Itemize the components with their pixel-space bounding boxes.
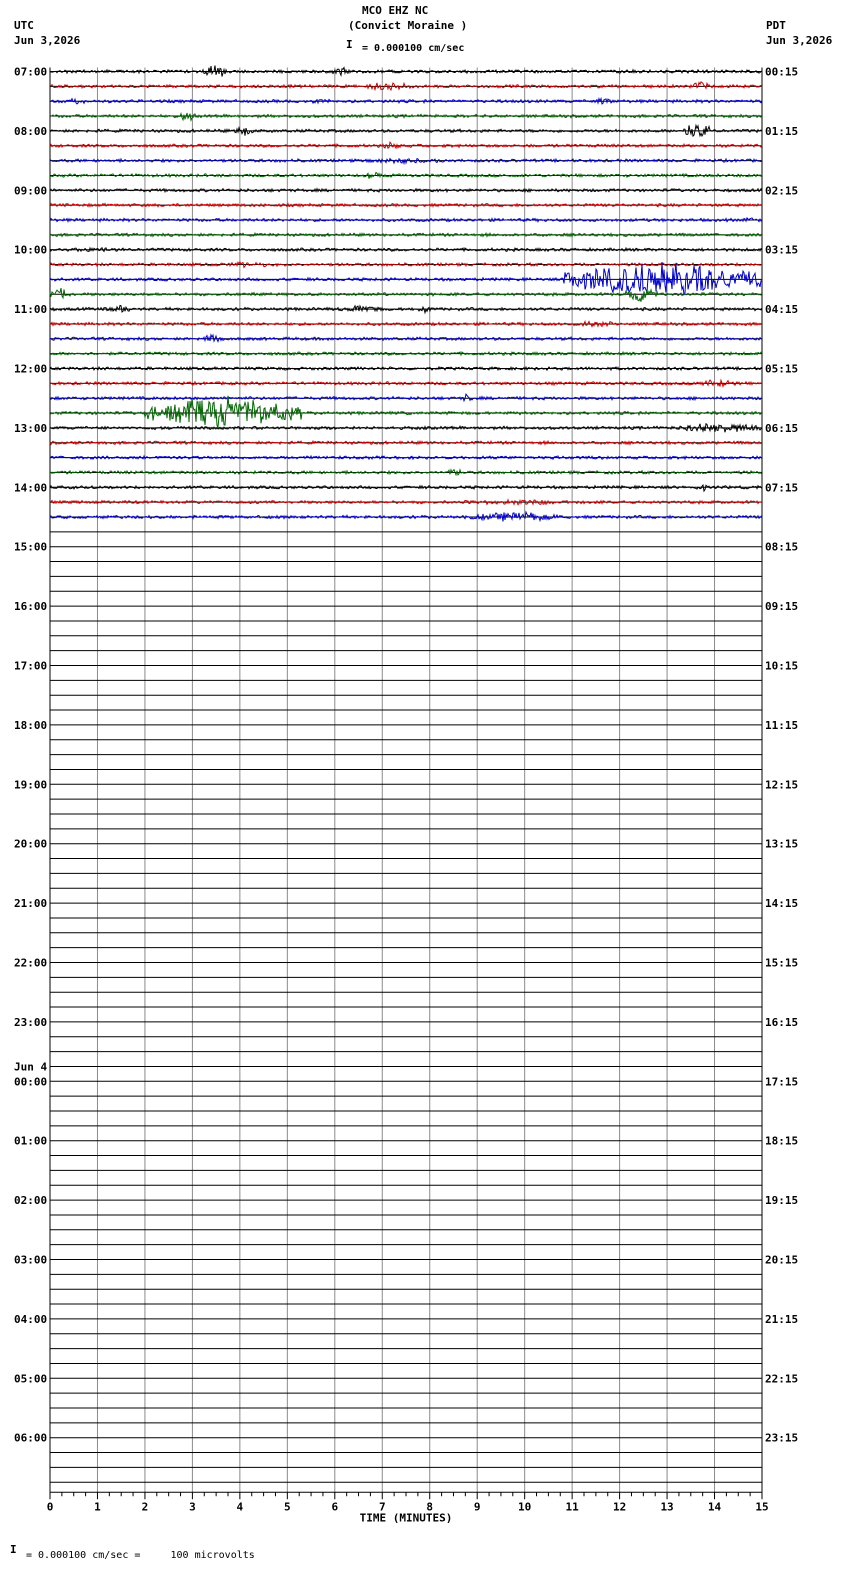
utc-hour-label: 17:00 [14,659,48,673]
utc-hour-label: 23:00 [14,1015,48,1029]
pdt-hour-label: 04:15 [765,303,799,317]
seismic-trace [50,335,762,342]
pdt-hour-label: 13:15 [765,837,799,851]
seismic-trace [50,142,762,148]
utc-hour-label: 08:00 [14,124,48,138]
utc-hour-label: 10:00 [14,243,48,257]
scale-bar-icon: I [346,38,353,51]
x-tick-label: 0 [46,1500,54,1514]
station-location: (Convict Moraine ) [348,19,468,32]
pdt-hour-label: 19:15 [765,1194,799,1208]
utc-hour-label: 03:00 [14,1253,48,1267]
utc-hour-label: 15:00 [14,540,48,554]
x-tick-label: 14 [707,1500,722,1514]
x-tick-label: 15 [755,1500,769,1514]
pdt-hour-label: 16:15 [765,1015,799,1029]
pdt-hour-label: 02:15 [765,184,799,198]
utc-hour-label: 07:00 [14,65,48,79]
pdt-hour-label: 15:15 [765,956,799,970]
utc-hour-label: 12:00 [14,362,48,376]
utc-hour-label: 09:00 [14,184,48,198]
pdt-hour-label: 01:15 [765,124,799,138]
utc-hour-label: 00:00 [14,1075,48,1089]
utc-hour-label: 06:00 [14,1431,48,1445]
utc-hour-label: 13:00 [14,421,48,435]
utc-hour-label: 19:00 [14,778,48,792]
pdt-zone-label: PDT [766,19,786,32]
utc-hour-label: 01:00 [14,1134,48,1148]
utc-hour-label: 16:00 [14,600,48,614]
utc-hour-label: 21:00 [14,897,48,911]
seismic-trace [50,288,762,302]
x-tick-label: 2 [141,1500,149,1514]
x-tick-label: 4 [236,1500,244,1514]
seismic-trace [50,485,762,491]
pdt-hour-label: 17:15 [765,1075,799,1089]
x-tick-label: 8 [426,1500,434,1514]
footer-scale-label: = 0.000100 cm/sec = 100 microvolts [26,1550,255,1561]
scale-label: = 0.000100 cm/sec [362,43,465,54]
pdt-hour-label: 12:15 [765,778,799,792]
pdt-hour-label: 11:15 [765,718,799,732]
utc-hour-label: 05:00 [14,1372,48,1386]
x-tick-label: 7 [378,1500,386,1514]
x-tick-label: 5 [284,1500,291,1514]
seismic-trace [50,322,762,327]
utc-hour-label: 14:00 [14,481,48,495]
pdt-hour-label: 07:15 [765,481,799,495]
utc-hour-label: 04:00 [14,1312,48,1326]
utc-hour-label: 22:00 [14,956,48,970]
x-axis-title: TIME (MINUTES) [359,1511,453,1525]
seismic-trace [50,394,762,401]
x-tick-label: 12 [612,1500,627,1514]
pdt-hour-label: 08:15 [765,540,799,554]
pdt-hour-label: 00:15 [765,65,799,79]
x-tick-label: 3 [189,1500,196,1514]
utc-hour-label: 02:00 [14,1194,48,1208]
seismic-trace [50,396,762,428]
footer-scale-icon: I [10,1543,17,1556]
x-tick-label: 6 [331,1500,339,1514]
x-tick-label: 9 [473,1500,481,1514]
pdt-hour-label: 10:15 [765,659,799,673]
pdt-hour-label: 20:15 [765,1253,799,1267]
pdt-hour-label: 21:15 [765,1312,799,1326]
pdt-hour-label: 14:15 [765,897,799,911]
pdt-hour-label: 23:15 [765,1431,799,1445]
utc-hour-label: 20:00 [14,837,48,851]
seismic-trace [50,262,762,294]
seismic-trace [50,424,762,433]
utc-date-change-label: Jun 4 [14,1060,48,1074]
pdt-hour-label: 05:15 [765,362,799,376]
utc-date-label: Jun 3,2026 [14,34,81,47]
utc-hour-label: 11:00 [14,303,48,317]
x-tick-label: 10 [518,1500,532,1514]
pdt-date-label: Jun 3,2026 [766,34,833,47]
pdt-hour-label: 09:15 [765,600,799,614]
utc-hour-label: 18:00 [14,718,48,732]
pdt-hour-label: 22:15 [765,1372,799,1386]
x-tick-label: 13 [660,1500,674,1514]
x-tick-label: 11 [565,1500,579,1514]
seismic-trace [50,125,762,136]
seismic-trace [50,113,762,120]
pdt-hour-label: 03:15 [765,243,799,257]
station-title: MCO EHZ NC [362,4,429,17]
utc-zone-label: UTC [14,19,34,32]
pdt-hour-label: 06:15 [765,421,799,435]
pdt-hour-label: 18:15 [765,1134,799,1148]
x-tick-label: 1 [94,1500,101,1514]
